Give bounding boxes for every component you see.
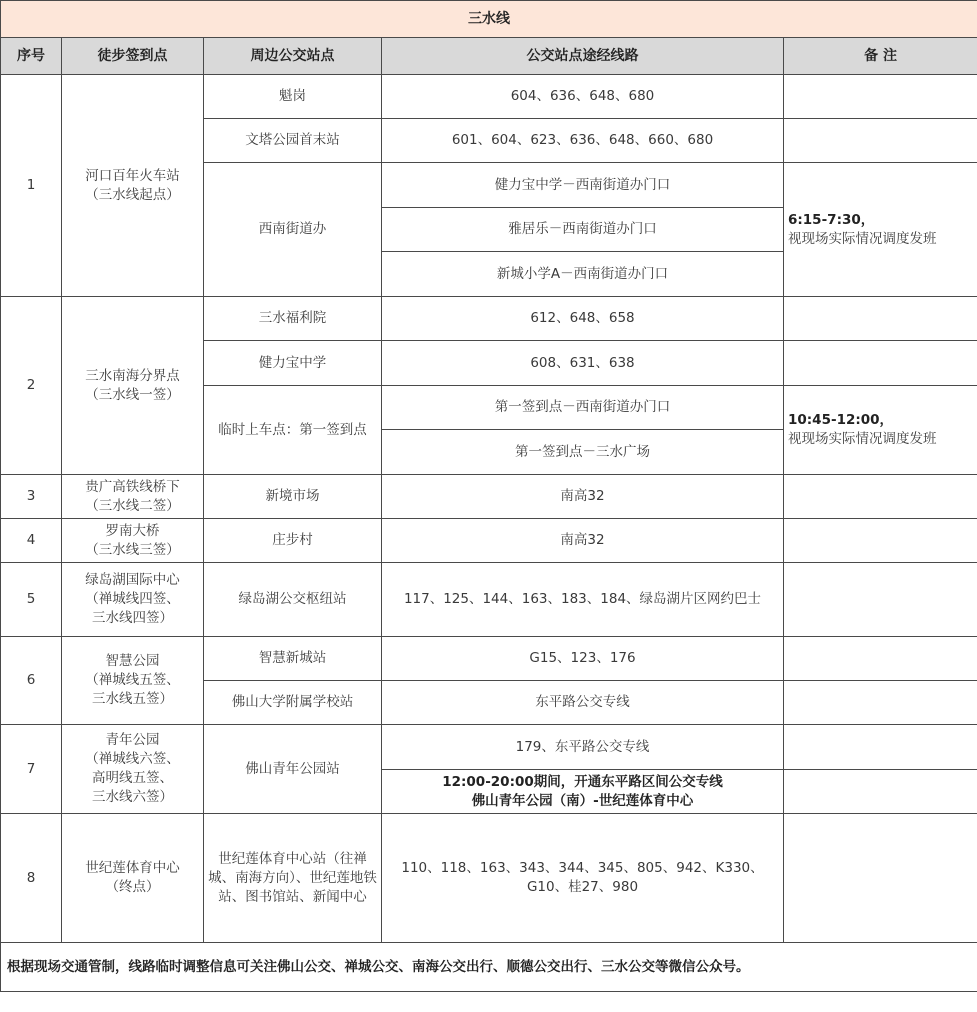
row-index: 7 — [1, 725, 62, 814]
table-row — [1, 475, 977, 519]
stop-cell: 智慧新城站 — [204, 637, 382, 681]
table-row — [1, 519, 977, 563]
checkpoint-tag: 三水线五签） — [92, 691, 173, 707]
checkpoint-tag: （禅城线四签、 — [85, 591, 180, 607]
title-row — [1, 1, 977, 38]
checkpoint-cell — [62, 637, 204, 725]
checkpoint-tag: 三水线四签） — [92, 610, 173, 626]
routes-cell: 第一签到点－西南街道办门口 — [382, 386, 784, 430]
header-row — [1, 38, 977, 75]
routes-cell: 608、631、638 — [382, 341, 784, 386]
routes-cell: 第一签到点－三水广场 — [382, 430, 784, 475]
checkpoint-name: 三水南海分界点 — [85, 367, 180, 384]
stop-cell: 文塔公园首末站 — [204, 119, 382, 163]
stop-cell: 临时上车点：第一签到点 — [204, 386, 382, 475]
table-row — [1, 637, 977, 681]
routes-cell: 雅居乐－西南街道办门口 — [382, 208, 784, 252]
stop-cell: 佛山青年公园站 — [204, 725, 382, 814]
row-index: 1 — [1, 75, 62, 297]
checkpoint-tag: 三水线六签） — [92, 789, 173, 805]
footer-note: 根据现场交通管制，线路临时调整信息可关注佛山公交、禅城公交、南海公交出行、顺德公交出行、三水公交等微信公众号。 — [1, 943, 977, 992]
checkpoint-tag: （禅城线五签、 — [85, 672, 180, 688]
stop-cell: 健力宝中学 — [204, 341, 382, 386]
row-index: 6 — [1, 637, 62, 725]
checkpoint-tag: （三水线一签） — [85, 386, 180, 403]
note-cell — [784, 563, 977, 637]
checkpoint-tag: （三水线二签） — [85, 497, 180, 514]
checkpoint-name: 贵广高铁线桥下 — [85, 478, 180, 495]
table-row — [1, 297, 977, 341]
row-index: 3 — [1, 475, 62, 519]
stop-cell: 绿岛湖公交枢纽站 — [204, 563, 382, 637]
checkpoint-tag: （终点） — [105, 879, 160, 895]
checkpoint-cell — [62, 814, 204, 943]
note-text: 视现场实际情况调度发班 — [788, 431, 937, 447]
note-cell — [784, 297, 977, 341]
table-row — [1, 563, 977, 637]
note-cell — [784, 386, 977, 475]
routes-cell: 健力宝中学－西南街道办门口 — [382, 163, 784, 208]
routes-cell: 东平路公交专线 — [382, 681, 784, 725]
routes-cell: 612、648、658 — [382, 297, 784, 341]
note-cell — [784, 770, 977, 814]
note-cell — [784, 341, 977, 386]
header-checkpoint: 徒步签到点 — [62, 38, 204, 75]
note-time: 6:15-7:30， — [788, 211, 875, 228]
note-cell — [784, 725, 977, 770]
stop-cell: 魁岗 — [204, 75, 382, 119]
table-title: 三水线 — [1, 1, 977, 38]
row-index: 8 — [1, 814, 62, 943]
stop-cell: 庄步村 — [204, 519, 382, 563]
note-cell — [784, 637, 977, 681]
note-cell — [784, 119, 977, 163]
note-text: 视现场实际情况调度发班 — [788, 230, 937, 247]
routes-cell-special — [382, 770, 784, 814]
checkpoint-cell — [62, 475, 204, 519]
checkpoint-tag: （三水线三签） — [85, 541, 180, 558]
note-cell — [784, 814, 977, 943]
checkpoint-name: 世纪莲体育中心 — [85, 860, 180, 876]
routes-cell: 604、636、648、680 — [382, 75, 784, 119]
row-index: 4 — [1, 519, 62, 563]
table-row — [1, 725, 977, 770]
checkpoint-name: 绿岛湖国际中心 — [85, 572, 180, 588]
footer-row — [1, 943, 977, 992]
checkpoint-name: 青年公园 — [105, 732, 160, 748]
header-nearby-stop: 周边公交站点 — [204, 38, 382, 75]
note-cell — [784, 75, 977, 119]
checkpoint-name: 智慧公园 — [105, 653, 160, 669]
special-route-span: 佛山青年公园（南）-世纪莲体育中心 — [471, 792, 694, 809]
stop-cell: 三水福利院 — [204, 297, 382, 341]
routes-cell: 179、东平路公交专线 — [382, 725, 784, 770]
note-cell — [784, 163, 977, 297]
stop-cell: 西南街道办 — [204, 163, 382, 297]
routes-cell: 601、604、623、636、648、660、680 — [382, 119, 784, 163]
special-route-period: 12:00-20:00期间，开通东平路区间公交专线 — [442, 773, 723, 790]
checkpoint-name: 河口百年火车站 — [85, 167, 180, 184]
note-cell — [784, 475, 977, 519]
checkpoint-cell — [62, 519, 204, 563]
checkpoint-tag: 高明线五签、 — [92, 770, 173, 786]
checkpoint-tag: （三水线起点） — [85, 186, 180, 203]
routes-cell: 117、125、144、163、183、184、绿岛湖片区网约巴士 — [382, 563, 784, 637]
table-row — [1, 814, 977, 943]
header-index: 序号 — [1, 38, 62, 75]
note-cell — [784, 519, 977, 563]
checkpoint-name: 罗南大桥 — [105, 522, 160, 539]
checkpoint-cell — [62, 725, 204, 814]
table-row — [1, 75, 977, 119]
stop-cell: 新境市场 — [204, 475, 382, 519]
header-note: 备 注 — [784, 38, 977, 75]
routes-cell: G15、123、176 — [382, 637, 784, 681]
row-index: 2 — [1, 297, 62, 475]
routes-cell: 南高32 — [382, 519, 784, 563]
checkpoint-tag: （禅城线六签、 — [85, 751, 180, 767]
stop-cell: 世纪莲体育中心站（往禅城、南海方向）、世纪莲地铁站、图书馆站、新闻中心 — [204, 814, 382, 943]
checkpoint-cell — [62, 297, 204, 475]
checkpoint-cell — [62, 75, 204, 297]
checkpoint-cell — [62, 563, 204, 637]
routes-cell: 110、118、163、343、344、345、805、942、K330、G10、桂27、980 — [382, 814, 784, 943]
note-cell — [784, 681, 977, 725]
stop-cell: 佛山大学附属学校站 — [204, 681, 382, 725]
header-routes: 公交站点途经线路 — [382, 38, 784, 75]
routes-cell: 南高32 — [382, 475, 784, 519]
routes-cell: 新城小学A－西南街道办门口 — [382, 252, 784, 297]
row-index: 5 — [1, 563, 62, 637]
note-time: 10:45-12:00， — [788, 412, 894, 428]
